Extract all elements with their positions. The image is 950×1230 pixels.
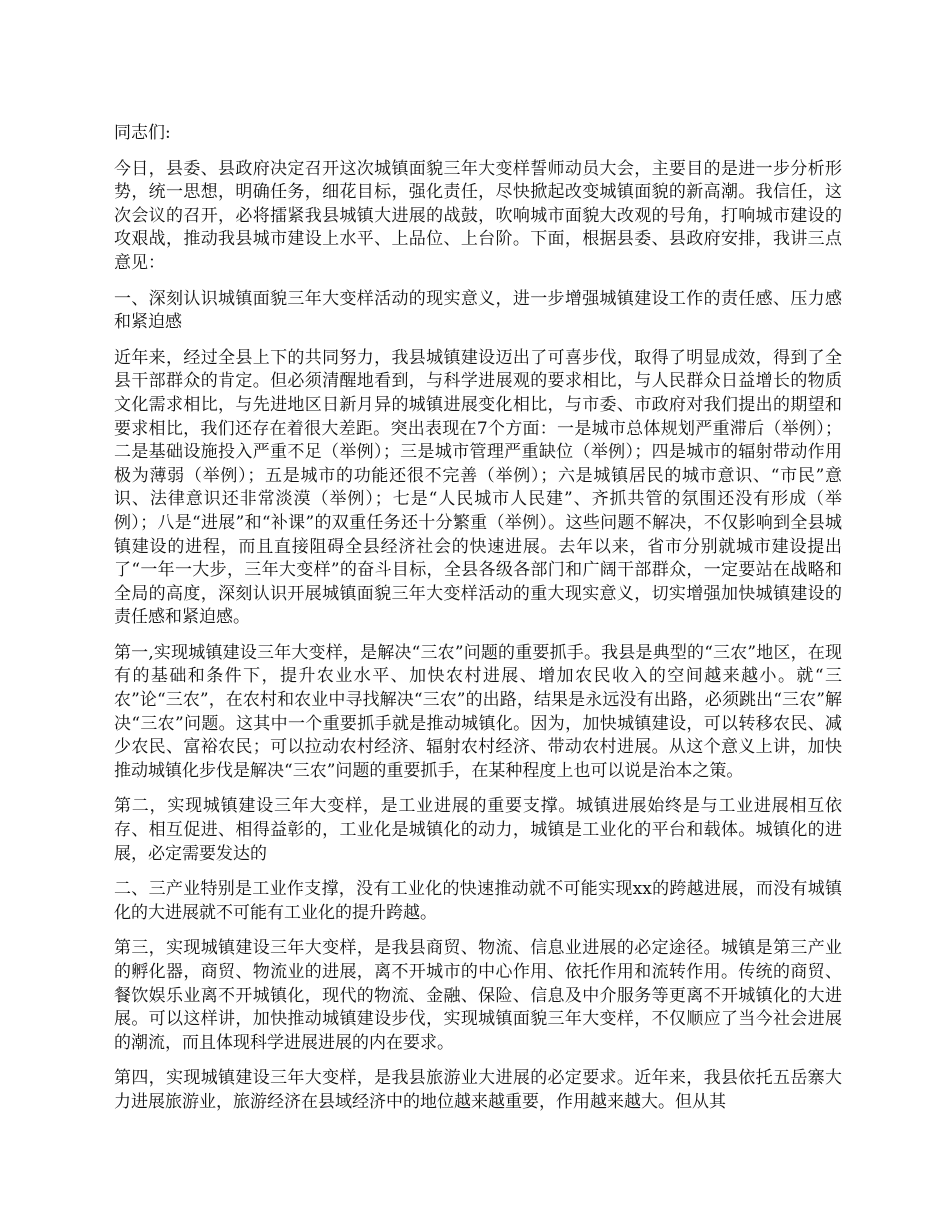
body-paragraph: 第一,实现城镇建设三年大变样，是解决“三农”问题的重要抓手。我县是典型的“三农”地区，在现有的基础和条件下，提升农业水平、加快农村进展、增加农民收入的空间越来越小。就“三农”论“三农”，在农村和农业中寻找解决“三农”的出路，结果是永远没有出路，必须跳出“三农”解决“三农”问题。这其中一个重要抓手就是推动城镇化。因为，加快城镇建设，可以转移农民、减少农民、富裕农民；可以拉动农村经济、辐射农村经济、带动农村进展。从这个意义上讲，加快推动城镇化步伐是解决“三农”问题的重要抓手，在某种程度上也可以说是治本之策。 (114, 642, 842, 781)
body-paragraph: 第三，实现城镇建设三年大变样，是我县商贸、物流、信息业进展的必定途径。城镇是第三产业的孵化器，商贸、物流业的进展，离不开城市的中心作用、依托作用和流转作用。传统的商贸、餐饮娱乐业离不开城镇化，现代的物流、金融、保险、信息及中介服务等更离不开城镇化的大进展。可以这样讲，加快推动城镇建设步伐，实现城镇面貌三年大变样，不仅顺应了当今社会进展的潮流，而且体现科学进展进展的内在要求。 (114, 938, 842, 1053)
body-paragraph: 第四，实现城镇建设三年大变样，是我县旅游业大进展的必定要求。近年来，我县依托五岳寨大力进展旅游业，旅游经济在县域经济中的地位越来越重要，作用越来越大。但从其 (114, 1068, 842, 1112)
body-paragraph: 二、三产业特别是工业作支撑，没有工业化的快速推动就不可能实现xx的跨越进展，而没有城镇化的大进展就不可能有工业化的提升跨越。 (114, 879, 842, 923)
section-heading-1: 一、深刻认识城镇面貌三年大变样活动的现实意义，进一步增强城镇建设工作的责任感、压力感和紧迫感 (114, 288, 842, 333)
body-paragraph: 近年来，经过全县上下的共同努力，我县城镇建设迈出了可喜步伐，取得了明显成效，得到了全县干部群众的肯定。但必须清醒地看到，与科学进展观的要求相比，与人民群众日益增长的物质文化需求相比，与先进地区日新月异的城镇进展变化相比，与市委、市政府对我们提出的期望和要求相比，我们还存在着很大差距。突出表现在7个方面：一是城市总体规划严重滞后（举例）；二是基础设施投入严重不足（举例）；三是城市管理严重缺位（举例）；四是城市的辐射带动作用极为薄弱（举例）；五是城市的功能还很不完善（举例）；六是城镇居民的城市意识、“市民”意识、法律意识还非常淡漠（举例）；七是“人民城市人民建”、齐抓共管的氛围还没有形成（举例）；八是“进展”和“补课”的双重任务还十分繁重（举例）。这些问题不解决，不仅影响到全县城镇建设的进程，而且直接阻碍全县经济社会的快速进展。去年以来，省市分别就城市建设提出了“一年一大步，三年大变样”的奋斗目标，全县各级各部门和广阔干部群众，一定要站在战略和全局的高度，深刻认识开展城镇面貌三年大变样活动的重大现实意义，切实增强加快城镇建设的责任感和紧迫感。 (114, 347, 842, 628)
document-body (114, 122, 842, 1127)
salutation: 同志们: (114, 123, 171, 143)
intro-paragraph: 今日，县委、县政府决定召开这次城镇面貌三年大变样誓师动员大会，主要目的是进一步分析形势，统一思想，明确任务，细花目标，强化责任，尽快掀起改变城镇面貌的新高潮。我信任，这次会议的召开，必将擂紧我县城镇大进展的战鼓，吹响城市面貌大改观的号角，打响城市建设的攻艰战，推动我县城市建设上水平、上品位、上台阶。下面，根据县委、县政府安排，我讲三点意见： (114, 158, 842, 273)
body-paragraph: 第二，实现城镇建设三年大变样，是工业进展的重要支撑。城镇进展始终是与工业进展相互依存、相互促进、相得益彰的，工业化是城镇化的动力，城镇是工业化的平台和载体。城镇化的进展，必定需要发达的 (114, 796, 842, 864)
